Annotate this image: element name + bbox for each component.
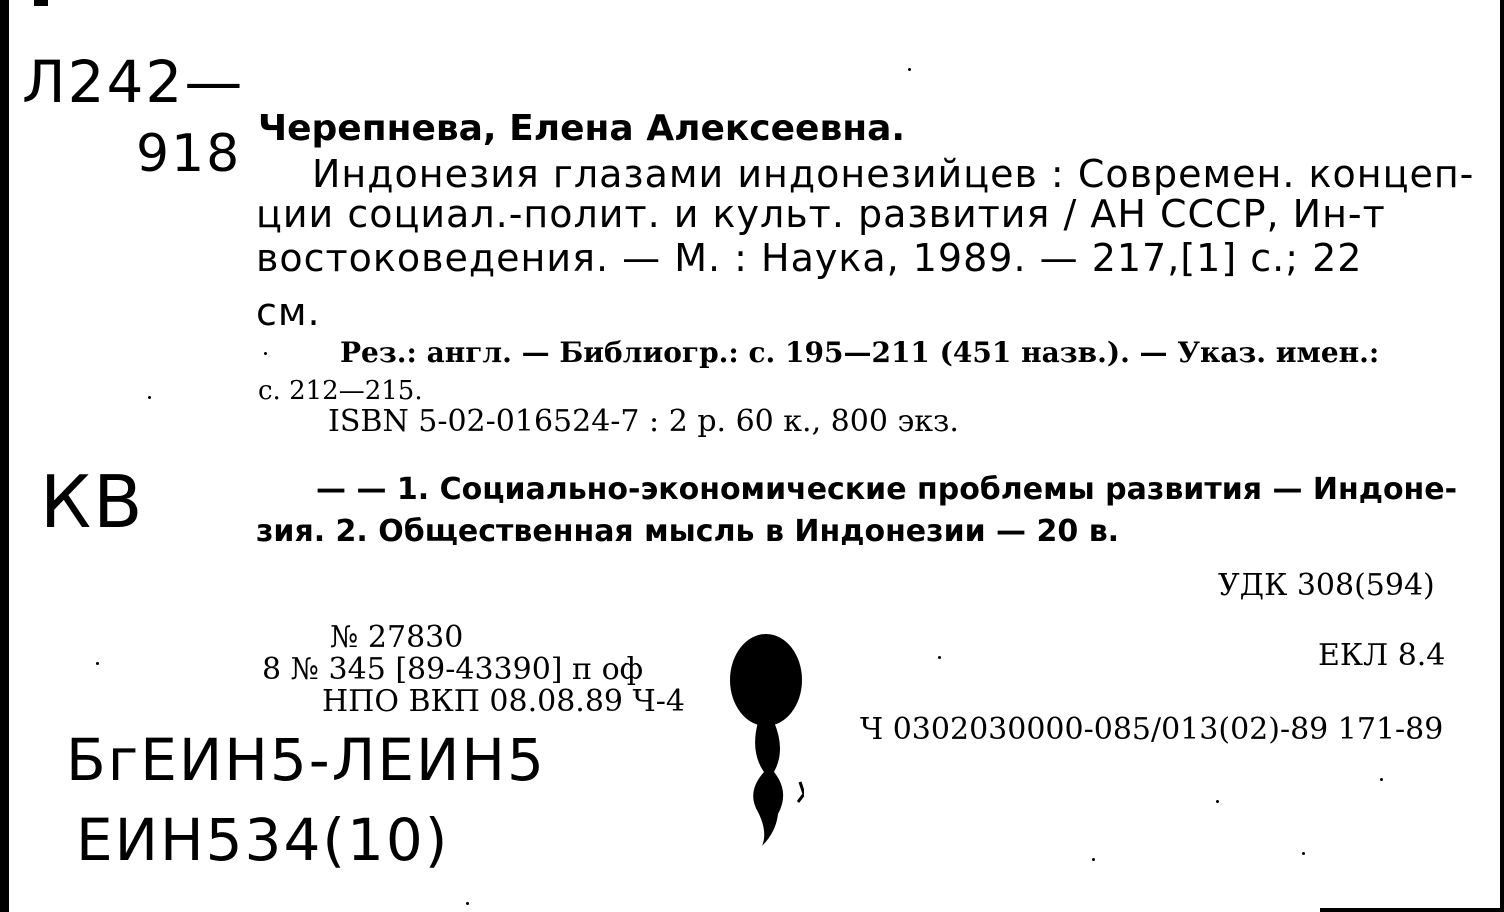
shelf-mark-line-2: 918 — [136, 124, 242, 184]
isbn-line: ISBN 5-02-016524-7 : 2 р. 60 к., 800 экз. — [328, 404, 959, 439]
scan-speck — [1302, 852, 1305, 855]
shelf-mark-line-1: Л242— — [22, 48, 245, 116]
udk-code: УДК 308(594) — [1218, 568, 1435, 603]
scan-speck — [1380, 778, 1383, 781]
scan-speck — [264, 352, 267, 355]
card-left-edge — [0, 0, 9, 912]
scan-speck — [466, 902, 469, 905]
title-line-2: ции социал.-полит. и культ. развития / АН СССР, Ин-т — [256, 192, 1386, 236]
ink-blot — [728, 632, 804, 850]
scan-speck — [908, 68, 911, 71]
scan-speck — [96, 662, 99, 665]
notes-line-1: Рез.: англ. — Библиогр.: с. 195—211 (451 назв.). — Указ. имен.: — [340, 336, 1380, 369]
subjects-line-2: зия. 2. Общественная мысль в Индонезии — 20 в. — [256, 514, 1120, 549]
card-top-mark — [34, 0, 48, 6]
scan-speck — [1092, 858, 1095, 861]
handwritten-kb-mark: КВ — [40, 460, 145, 544]
scan-speck — [1216, 800, 1219, 803]
author-heading: Черепнева, Елена Алексеевна. — [258, 108, 906, 149]
ekl-code: ЕКЛ 8.4 — [1318, 638, 1446, 673]
record-order: 8 № 345 [89-43390] п оф — [262, 652, 644, 687]
title-line-3: востоковедения. — М. : Наука, 1989. — 217,[1] с.; 22 — [256, 236, 1363, 280]
title-line-4: см. — [256, 290, 321, 334]
record-number: № 27830 — [330, 620, 464, 655]
scan-speck — [148, 396, 151, 399]
card-right-edge — [1500, 0, 1504, 912]
subjects-line-1: — — 1. Социально-экономические проблемы развития — Индоне- — [316, 472, 1458, 507]
publication-code: Ч 0302030000-085/013(02)-89 171-89 — [860, 712, 1444, 747]
card-bottom-strip — [1320, 908, 1500, 912]
title-line-1: Индонезия глазами индонезийцев : Современ. концеп- — [312, 152, 1475, 196]
scan-speck — [938, 656, 941, 659]
record-printing: НПО ВКП 08.08.89 Ч-4 — [322, 684, 685, 719]
handwritten-line-1: БгЕИН5-ЛЕИН5 — [66, 726, 546, 794]
handwritten-line-2: ЕИН534(10) — [76, 806, 450, 874]
notes-line-2: с. 212—215. — [258, 376, 423, 406]
